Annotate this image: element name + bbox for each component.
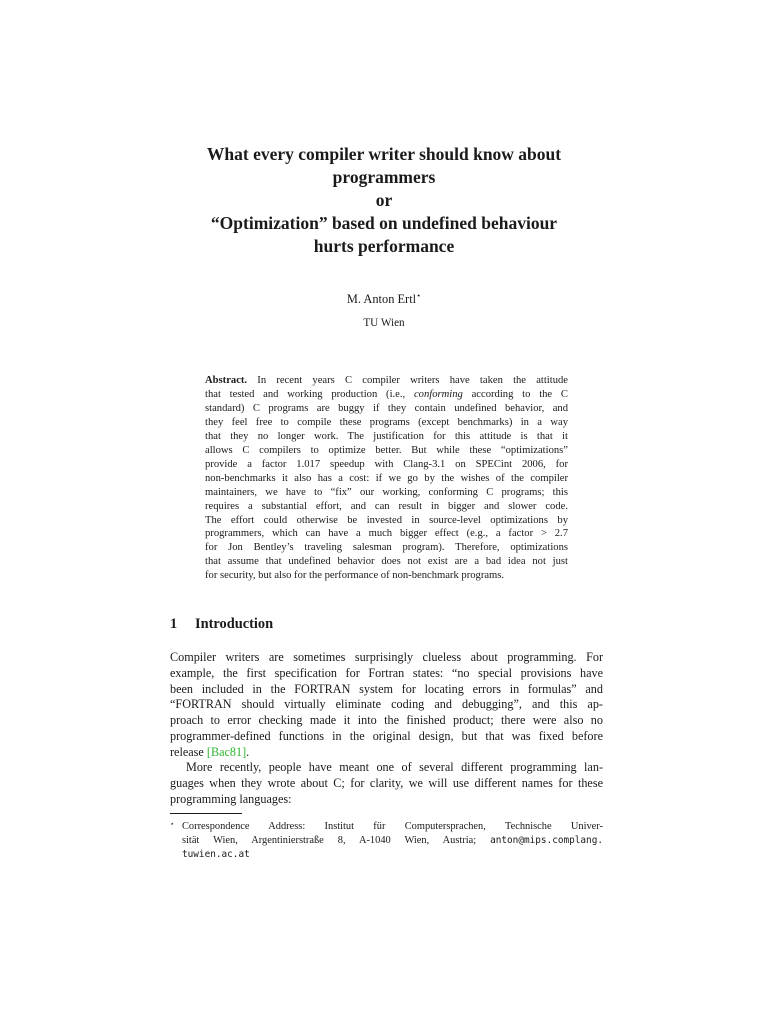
footnote-email-cont[interactable]: tuwien.ac.at xyxy=(182,849,250,860)
section-title: Introduction xyxy=(195,616,274,632)
body-line: been included in the FORTRAN system for locating errors in formulas” and xyxy=(170,681,603,696)
abstract-line: The effort could otherwise be invested in source-level optimizations by xyxy=(205,514,568,526)
body-line: guages when they wrote about C; for clarity, we will use different names for these xyxy=(170,776,603,790)
body-line: release [Bac81]. xyxy=(170,744,250,759)
abstract-line: standard) C programs are buggy if they contain undefined behavior, and xyxy=(205,402,568,414)
body-line: More recently, people have meant one of several different programming lan- xyxy=(186,760,603,775)
abstract-line: non-benchmarks it also has a cost: if we go by the wishes of the compiler xyxy=(205,472,568,484)
author-footnote-mark[interactable]: ⋆ xyxy=(416,291,422,300)
citation-bracket-close: ] xyxy=(242,744,247,759)
abstract-line: that assume that undefined behavior does not exist are a bad idea not just xyxy=(205,556,568,568)
footnote-rule xyxy=(170,813,242,814)
abstract-line: programmers, which can have a much bigger effect (e.g., a factor > 2.7 xyxy=(205,528,568,540)
title-line: or xyxy=(375,190,393,210)
abstract-line: that they no longer work. The justification for this attitude is that it xyxy=(205,430,568,442)
body-line: example, the first specification for Fortran states: “no special provisions have xyxy=(170,665,603,680)
body-line: proach to error checking made it into the finished product; there were also no xyxy=(170,713,603,727)
paper-title xyxy=(120,143,648,258)
citation-after: . xyxy=(246,744,250,759)
citation-bracket-open: [ xyxy=(206,744,211,759)
citation-link[interactable]: Bac81 xyxy=(210,744,243,759)
abstract-line: Abstract. In recent years C compiler writers have taken the attitude xyxy=(205,375,568,386)
abstract xyxy=(205,374,568,583)
author-line xyxy=(0,288,768,307)
footnote-line xyxy=(170,848,603,862)
body-line: Compiler writers are sometimes surprisingly clueless about programming. For xyxy=(170,650,603,664)
abstract-emphasis: conforming xyxy=(413,388,463,400)
title-line: “Optimization” based on undefined behaviour xyxy=(210,213,558,233)
abstract-line: for Jon Bentley’s traveling salesman program). Therefore, optimizations xyxy=(205,542,568,554)
abstract-line: maintainers, we have to “fix” our working, conforming C programs; this xyxy=(205,486,568,498)
introduction-text xyxy=(170,650,603,808)
author-name: M. Anton Ertl xyxy=(346,292,417,307)
abstract-line: provide a factor 1.017 speedup with Clang-3.1 on SPECint 2006, for xyxy=(205,458,568,470)
abstract-label: Abstract. xyxy=(205,375,248,386)
title-line: hurts performance xyxy=(313,236,455,256)
footnote xyxy=(170,817,603,862)
title-line: What every compiler writer should know about xyxy=(206,144,562,164)
abstract-line: that tested and working production (i.e., conforming according to the C xyxy=(205,388,568,400)
abstract-line: allows C compilers to optimize better. But while these “optimizations” xyxy=(205,444,568,456)
body-line: programmer-defined functions in the original design, but that was fixed before xyxy=(170,728,603,743)
footnote-line: sität Wien, Argentinierstraße 8, A-1040 Wien, Austria; anton@mips.complang. xyxy=(182,835,603,846)
abstract-line: requires a substantial effort, and can result in bigger and slower code. xyxy=(205,500,568,512)
section-number: 1 xyxy=(170,616,178,632)
abstract-line: they feel free to compile these programs (except benchmarks) in a way xyxy=(205,416,568,428)
body-line: programming languages: xyxy=(170,791,292,806)
abstract-line: for security, but also for the performance of non-benchmark programs. xyxy=(205,570,505,582)
body-line: “FORTRAN should virtually eliminate coding and debugging”, and this ap- xyxy=(170,697,603,712)
title-line: programmers xyxy=(332,167,436,187)
section-heading xyxy=(170,615,273,633)
footnote-line: ⋆ Correspondence Address: Institut für Computersprachen, Technische Univer- xyxy=(170,817,603,834)
footnote-email[interactable]: anton@mips.complang. xyxy=(490,835,603,846)
footnote-mark: ⋆ xyxy=(170,820,175,828)
author-affiliation: TU Wien xyxy=(363,317,405,329)
